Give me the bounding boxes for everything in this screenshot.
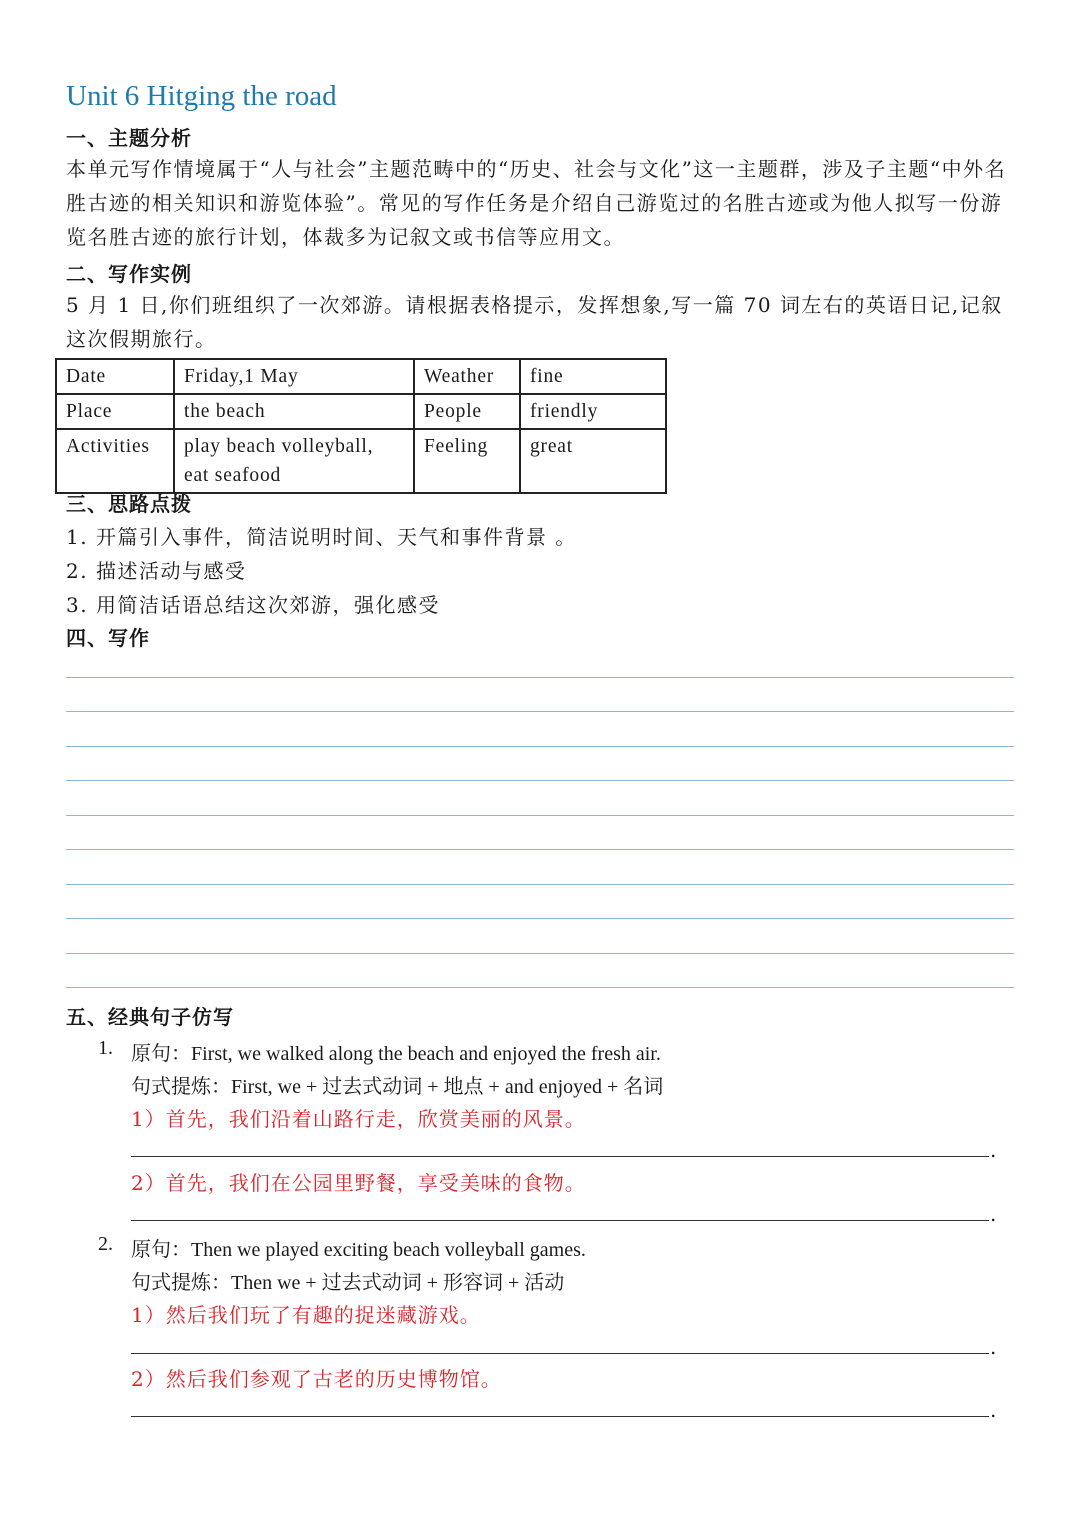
translation-task: 1）然后我们玩了有趣的捉迷藏游戏。	[131, 1303, 481, 1327]
table-row	[56, 359, 666, 394]
answer-end-mark: .	[990, 1398, 997, 1422]
answer-line[interactable]	[131, 1156, 989, 1157]
original-sentence: 原句：First, we walked along the beach and enjoyed the fresh air.	[131, 1043, 661, 1065]
answer-end-mark: .	[990, 1138, 997, 1162]
table-cell: fine	[520, 359, 666, 394]
answer-line[interactable]	[131, 1220, 989, 1221]
info-table	[55, 358, 667, 494]
table-row	[56, 429, 666, 493]
sentence-pattern: 句式提炼：First, we + 过去式动词 + 地点 + and enjoyed + 名词	[131, 1076, 664, 1098]
table-cell: great	[520, 429, 666, 493]
table-cell: the beach	[174, 394, 414, 429]
activity-line-2: eat seafood	[184, 465, 282, 486]
section-2-prompt: 5 月 1 日,你们班组织了一次郊游。请根据表格提示，发挥想象,写一篇 70 词左右的英语日记,记叙这次假期旅行。	[66, 293, 1003, 351]
writing-line	[66, 711, 1014, 712]
section-1-text: 本单元写作情境属于“人与社会”主题范畴中的“历史、社会与文化”这一主题群，涉及子主题“中外名胜古迹的相关知识和游览体验”。常见的写作任务是介绍自己游览过的名胜古迹或为他人拟写一份游览名胜古迹的旅行计划，体裁多为记叙文或书信等应用文。	[66, 157, 1007, 249]
writing-line	[66, 918, 1014, 919]
tip-item: 1. 开篇引入事件，简洁说明时间、天气和事件背景 。	[66, 525, 577, 549]
item-number: 2.	[98, 1233, 113, 1255]
table-cell: People	[414, 394, 520, 429]
translation-task: 2）然后我们参观了古老的历史博物馆。	[131, 1367, 502, 1391]
writing-line	[66, 987, 1014, 988]
writing-line	[66, 884, 1014, 885]
table-cell: friendly	[520, 394, 666, 429]
table-cell: Weather	[414, 359, 520, 394]
section-4-heading: 四、写作	[66, 626, 150, 650]
writing-line	[66, 677, 1014, 678]
table-cell: Feeling	[414, 429, 520, 493]
section-1-heading: 一、主题分析	[66, 126, 192, 150]
unit-title: Unit 6 Hitging the road	[66, 80, 337, 112]
table-cell: Friday,1 May	[174, 359, 414, 394]
sentence-pattern: 句式提炼：Then we + 过去式动词 + 形容词 + 活动	[131, 1272, 565, 1294]
activity-line-1: play beach volleyball,	[184, 436, 374, 457]
answer-line[interactable]	[131, 1353, 989, 1354]
answer-line[interactable]	[131, 1416, 989, 1417]
writing-line	[66, 953, 1014, 954]
table-cell: Activities	[56, 429, 174, 493]
section-2-heading: 二、写作实例	[66, 262, 192, 286]
writing-line	[66, 849, 1014, 850]
section-3-heading: 三、思路点拨	[66, 492, 192, 516]
tip-item: 2. 描述活动与感受	[66, 559, 247, 583]
writing-line	[66, 815, 1014, 816]
table-cell	[174, 429, 414, 493]
answer-end-mark: .	[990, 1202, 997, 1226]
original-sentence: 原句：Then we played exciting beach volleyball games.	[131, 1239, 586, 1261]
table-cell: Date	[56, 359, 174, 394]
section-5-heading: 五、经典句子仿写	[66, 1005, 234, 1029]
translation-task: 1）首先，我们沿着山路行走，欣赏美丽的风景。	[131, 1107, 586, 1131]
table-cell: Place	[56, 394, 174, 429]
table-row	[56, 394, 666, 429]
writing-line	[66, 780, 1014, 781]
tip-item: 3. 用简洁话语总结这次郊游，强化感受	[66, 593, 440, 617]
writing-line	[66, 746, 1014, 747]
answer-end-mark: .	[990, 1335, 997, 1359]
translation-task: 2）首先，我们在公园里野餐，享受美味的食物。	[131, 1171, 586, 1195]
item-number: 1.	[98, 1037, 113, 1059]
